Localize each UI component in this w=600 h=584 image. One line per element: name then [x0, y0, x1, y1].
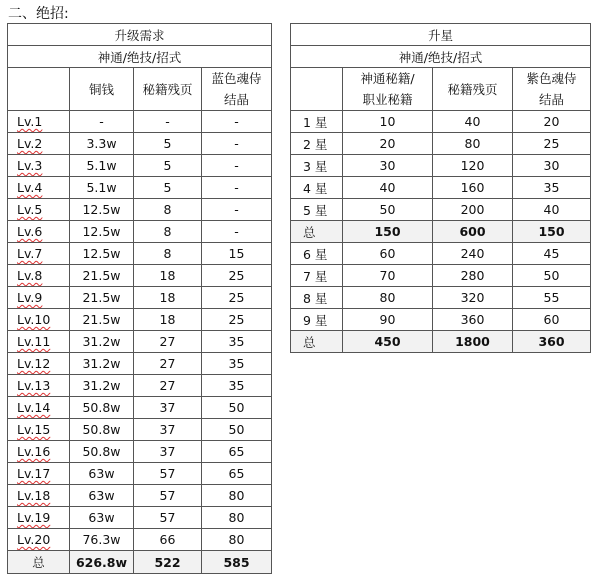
level-cell [8, 287, 70, 309]
level-cell-text: Lv.2 [17, 136, 43, 151]
table-row [8, 155, 272, 177]
level-cell-text: Lv.14 [17, 400, 51, 415]
crystal-cell: - [202, 221, 272, 243]
book-cell: 30 [343, 155, 433, 177]
table-row [8, 309, 272, 331]
level-cell [8, 221, 70, 243]
subtotal-row [291, 221, 591, 243]
level-cell [8, 419, 70, 441]
star-table-title: 升星 [291, 24, 591, 46]
coins-cell: 12.5w [70, 199, 134, 221]
table-row [8, 199, 272, 221]
level-cell [8, 375, 70, 397]
pages-cell: 360 [433, 309, 513, 331]
total-crystal: 585 [202, 551, 272, 574]
crystal-cell: 40 [513, 199, 591, 221]
table-row [291, 155, 591, 177]
table-row [291, 309, 591, 331]
crystal-cell: 80 [202, 529, 272, 551]
table-row [291, 199, 591, 221]
pages-cell: 8 [134, 199, 202, 221]
level-cell-text: Lv.18 [17, 488, 51, 503]
pages-header: 秘籍残页 [433, 68, 513, 111]
crystal-cell: 35 [202, 353, 272, 375]
star-cell: 6 星 [291, 243, 343, 265]
pages-cell: 160 [433, 177, 513, 199]
crystal-cell: 15 [202, 243, 272, 265]
pages-cell: 66 [134, 529, 202, 551]
crystal-cell: 20 [513, 111, 591, 133]
pages-cell: 120 [433, 155, 513, 177]
level-cell [8, 199, 70, 221]
table-row [8, 507, 272, 529]
section-title: 二、绝招: [8, 6, 69, 22]
book-cell: 80 [343, 287, 433, 309]
total-book: 450 [343, 331, 433, 353]
table-row [8, 243, 272, 265]
star-cell: 9 星 [291, 309, 343, 331]
level-cell-text: Lv.15 [17, 422, 51, 437]
total-row [291, 331, 591, 353]
pages-cell: - [134, 111, 202, 133]
total-coins: 626.8w [70, 551, 134, 574]
level-cell-text: Lv.7 [17, 246, 43, 261]
purple-crystal-header: 紫色魂侍 结晶 [513, 68, 591, 111]
table-row [8, 397, 272, 419]
table-row [8, 111, 272, 133]
coins-cell: 76.3w [70, 529, 134, 551]
book-cell: 50 [343, 199, 433, 221]
crystal-cell: - [202, 177, 272, 199]
total-label: 总 [8, 551, 70, 574]
table-row [8, 177, 272, 199]
pages-cell: 320 [433, 287, 513, 309]
coins-cell: 63w [70, 463, 134, 485]
coins-cell: 12.5w [70, 243, 134, 265]
table-row [8, 331, 272, 353]
table-row [8, 353, 272, 375]
crystal-cell: 45 [513, 243, 591, 265]
upgrade-requirements-table [7, 23, 272, 574]
star-header-cell [291, 68, 343, 111]
crystal-cell: 60 [513, 309, 591, 331]
crystal-cell: 35 [202, 375, 272, 397]
total-pages: 1800 [433, 331, 513, 353]
pages-cell: 8 [134, 243, 202, 265]
pages-cell: 27 [134, 375, 202, 397]
crystal-cell: - [202, 133, 272, 155]
crystal-cell: - [202, 155, 272, 177]
level-cell-text: Lv.17 [17, 466, 51, 481]
crystal-cell: - [202, 111, 272, 133]
crystal-cell: 50 [202, 397, 272, 419]
coins-cell: 21.5w [70, 287, 134, 309]
coins-cell: 50.8w [70, 441, 134, 463]
star-cell: 1 星 [291, 111, 343, 133]
table-row [8, 375, 272, 397]
pages-cell: 8 [134, 221, 202, 243]
total-pages: 600 [433, 221, 513, 243]
pages-cell: 5 [134, 155, 202, 177]
pages-cell: 40 [433, 111, 513, 133]
level-cell-text: Lv.6 [17, 224, 43, 239]
coins-cell: 63w [70, 485, 134, 507]
coins-cell: 5.1w [70, 177, 134, 199]
level-cell-text: Lv.8 [17, 268, 43, 283]
level-cell [8, 243, 70, 265]
crystal-cell: 35 [202, 331, 272, 353]
star-cell: 2 星 [291, 133, 343, 155]
coins-cell: 21.5w [70, 265, 134, 287]
pages-cell: 5 [134, 177, 202, 199]
coins-cell: 31.2w [70, 375, 134, 397]
table-row [291, 111, 591, 133]
level-cell-text: Lv.5 [17, 202, 43, 217]
level-cell [8, 485, 70, 507]
crystal-cell: 65 [202, 463, 272, 485]
book-cell: 20 [343, 133, 433, 155]
coins-cell: 21.5w [70, 309, 134, 331]
coins-cell: - [70, 111, 134, 133]
pages-cell: 57 [134, 485, 202, 507]
pages-cell: 37 [134, 419, 202, 441]
level-cell [8, 155, 70, 177]
crystal-cell: 25 [202, 265, 272, 287]
level-cell [8, 111, 70, 133]
book-cell: 70 [343, 265, 433, 287]
total-crystal: 150 [513, 221, 591, 243]
table-row [8, 485, 272, 507]
star-table-subtitle: 神通/绝技/招式 [291, 46, 591, 68]
pages-cell: 5 [134, 133, 202, 155]
level-header-cell [8, 68, 70, 111]
blue-crystal-header: 蓝色魂侍 结晶 [202, 68, 272, 111]
pages-cell: 18 [134, 309, 202, 331]
upgrade-table-subtitle: 神通/绝技/招式 [8, 46, 272, 68]
table-row [291, 177, 591, 199]
pages-cell: 240 [433, 243, 513, 265]
level-cell [8, 265, 70, 287]
total-book: 150 [343, 221, 433, 243]
book-cell: 10 [343, 111, 433, 133]
table-row [291, 287, 591, 309]
coins-cell: 50.8w [70, 419, 134, 441]
table-row [8, 221, 272, 243]
level-cell [8, 397, 70, 419]
pages-cell: 27 [134, 353, 202, 375]
pages-cell: 57 [134, 507, 202, 529]
level-cell-text: Lv.16 [17, 444, 51, 459]
level-cell-text: Lv.4 [17, 180, 43, 195]
crystal-cell: 25 [202, 287, 272, 309]
star-cell: 3 星 [291, 155, 343, 177]
star-cell: 7 星 [291, 265, 343, 287]
book-header: 神通秘籍/ 职业秘籍 [343, 68, 433, 111]
crystal-cell: 50 [202, 419, 272, 441]
coins-cell: 12.5w [70, 221, 134, 243]
coins-cell: 3.3w [70, 133, 134, 155]
crystal-cell: 25 [202, 309, 272, 331]
total-label: 总 [291, 331, 343, 353]
table-row [291, 133, 591, 155]
table-row [8, 287, 272, 309]
crystal-cell: 35 [513, 177, 591, 199]
level-cell [8, 133, 70, 155]
level-cell-text: Lv.19 [17, 510, 51, 525]
level-cell [8, 331, 70, 353]
total-crystal: 360 [513, 331, 591, 353]
table-row [291, 265, 591, 287]
crystal-cell: 80 [202, 485, 272, 507]
total-label: 总 [291, 221, 343, 243]
total-row [8, 551, 272, 574]
book-cell: 90 [343, 309, 433, 331]
pages-cell: 18 [134, 287, 202, 309]
level-cell-text: Lv.10 [17, 312, 51, 327]
book-cell: 40 [343, 177, 433, 199]
coins-cell: 5.1w [70, 155, 134, 177]
book-cell: 60 [343, 243, 433, 265]
level-cell [8, 177, 70, 199]
level-cell [8, 441, 70, 463]
pages-cell: 27 [134, 331, 202, 353]
total-pages: 522 [134, 551, 202, 574]
level-cell-text: Lv.20 [17, 532, 51, 547]
coins-cell: 50.8w [70, 397, 134, 419]
level-cell [8, 309, 70, 331]
table-row [8, 463, 272, 485]
level-cell-text: Lv.13 [17, 378, 51, 393]
level-cell [8, 507, 70, 529]
crystal-cell: 50 [513, 265, 591, 287]
table-row [8, 441, 272, 463]
upgrade-table-title: 升级需求 [8, 24, 272, 46]
star-cell: 5 星 [291, 199, 343, 221]
table-row [8, 265, 272, 287]
coins-cell: 63w [70, 507, 134, 529]
pages-cell: 57 [134, 463, 202, 485]
level-cell [8, 353, 70, 375]
table-row [291, 243, 591, 265]
pages-cell: 80 [433, 133, 513, 155]
crystal-cell: 30 [513, 155, 591, 177]
pages-cell: 18 [134, 265, 202, 287]
level-cell-text: Lv.11 [17, 334, 51, 349]
pages-header: 秘籍残页 [134, 68, 202, 111]
table-row [8, 529, 272, 551]
crystal-cell: - [202, 199, 272, 221]
coins-cell: 31.2w [70, 353, 134, 375]
crystal-cell: 80 [202, 507, 272, 529]
crystal-cell: 55 [513, 287, 591, 309]
star-up-table [290, 23, 591, 353]
coins-header: 铜钱 [70, 68, 134, 111]
table-row [8, 133, 272, 155]
pages-cell: 37 [134, 441, 202, 463]
pages-cell: 280 [433, 265, 513, 287]
coins-cell: 31.2w [70, 331, 134, 353]
crystal-cell: 25 [513, 133, 591, 155]
pages-cell: 200 [433, 199, 513, 221]
level-cell-text: Lv.1 [17, 114, 43, 129]
level-cell [8, 529, 70, 551]
level-cell-text: Lv.9 [17, 290, 43, 305]
star-cell: 8 星 [291, 287, 343, 309]
table-row [8, 419, 272, 441]
level-cell [8, 463, 70, 485]
level-cell-text: Lv.12 [17, 356, 51, 371]
level-cell-text: Lv.3 [17, 158, 43, 173]
star-cell: 4 星 [291, 177, 343, 199]
crystal-cell: 65 [202, 441, 272, 463]
pages-cell: 37 [134, 397, 202, 419]
